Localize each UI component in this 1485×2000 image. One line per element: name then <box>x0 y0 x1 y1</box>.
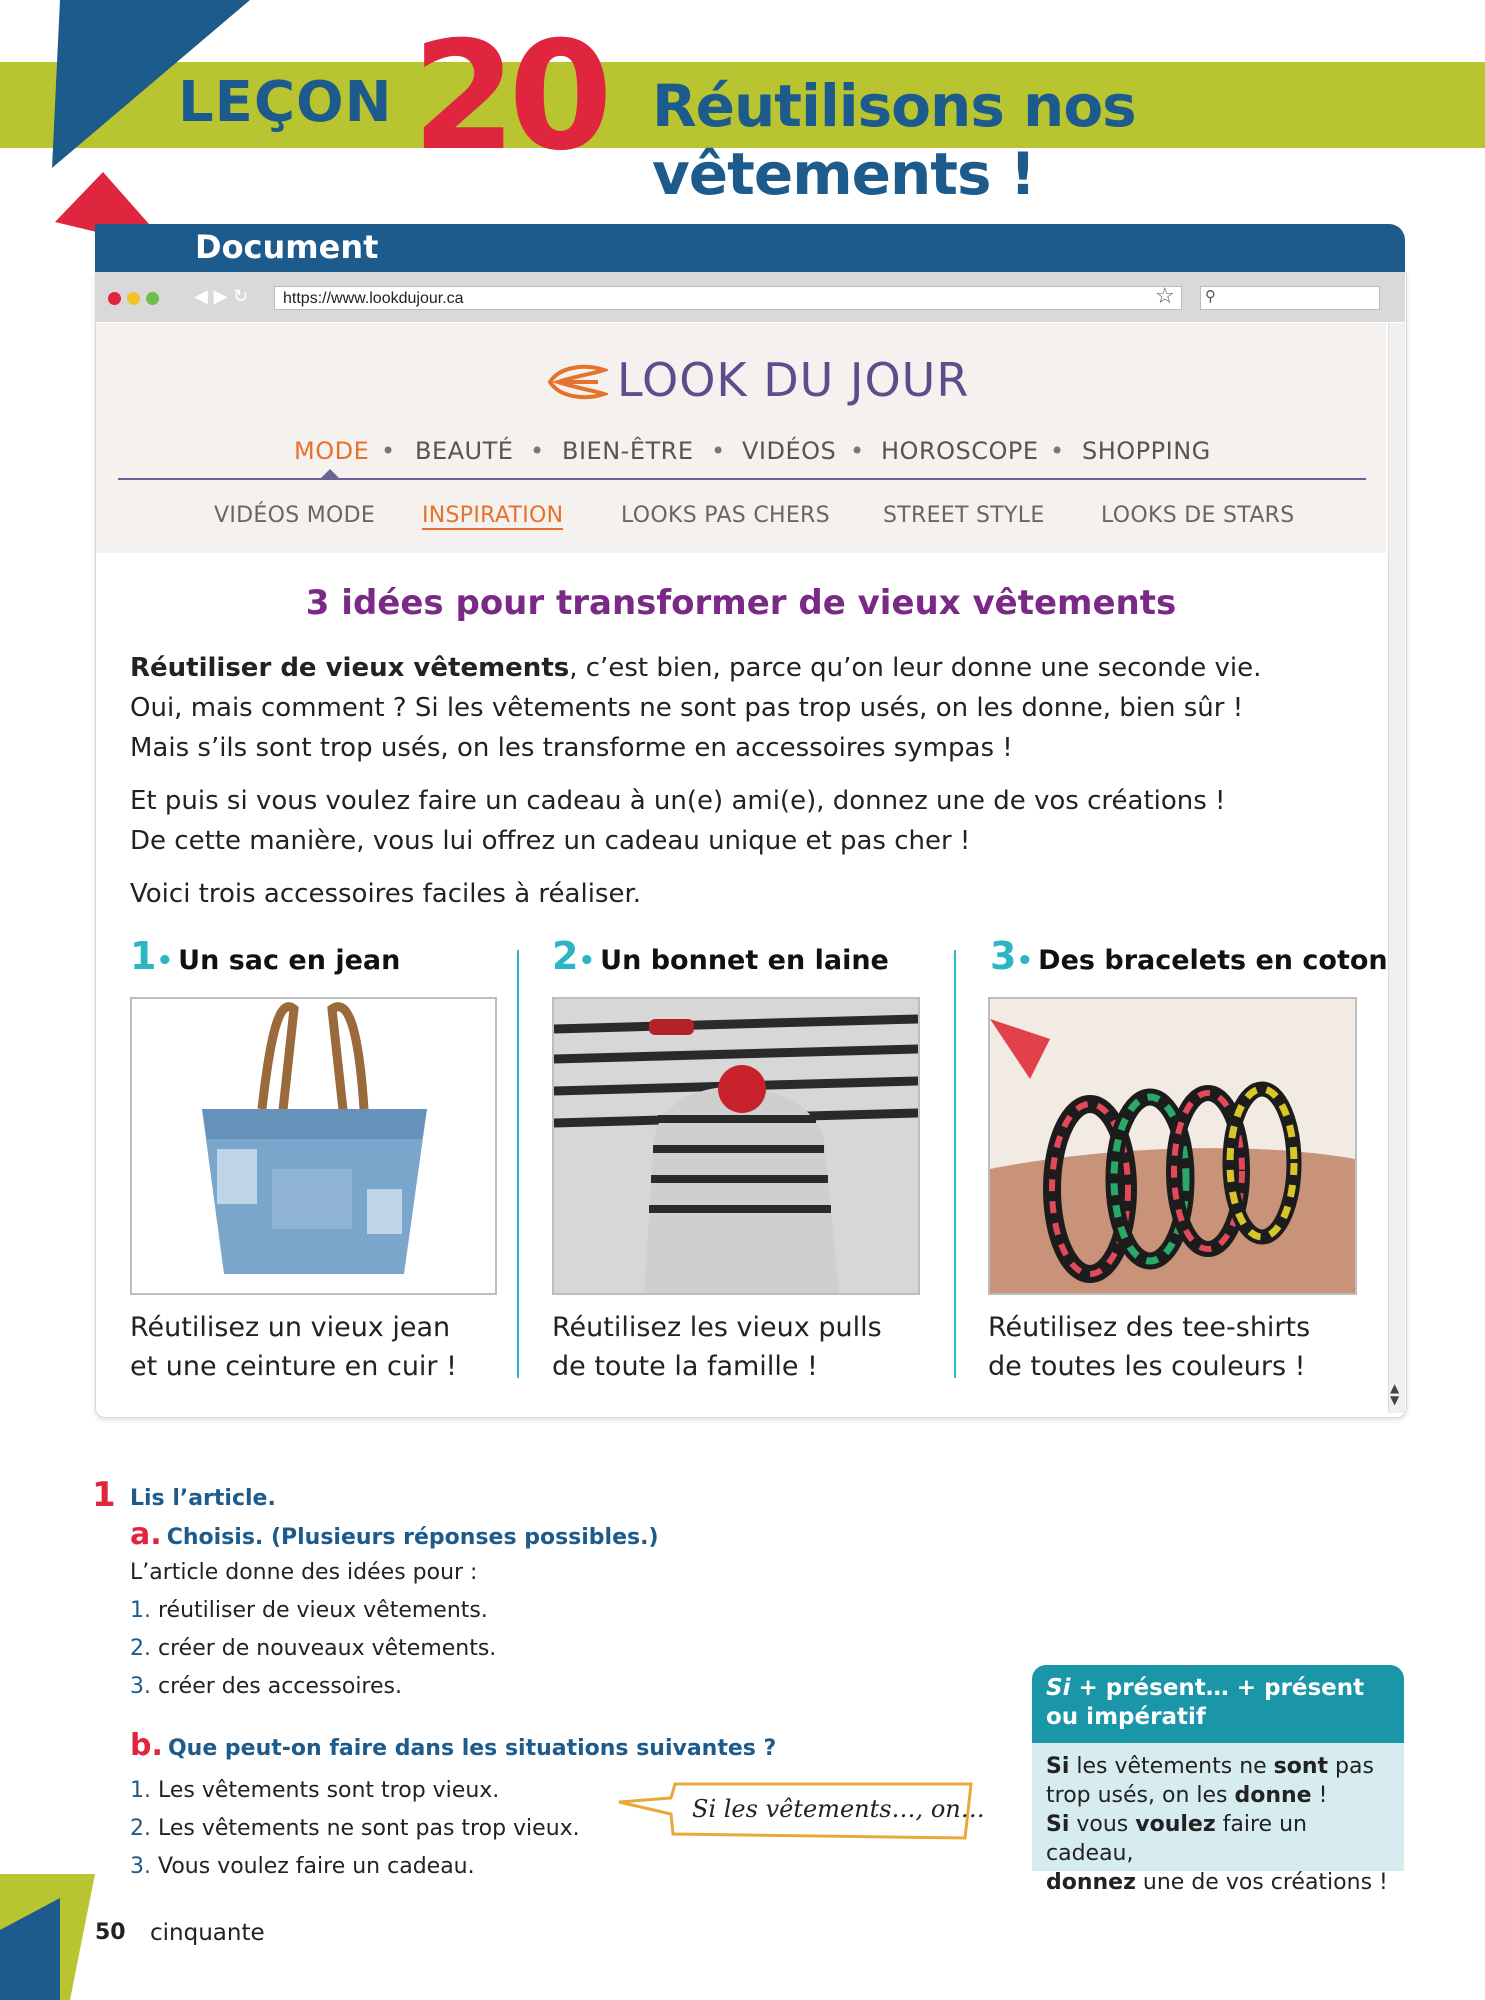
intro-line-3: Mais s’ils sont trop usés, on les transforme en accessoires sympas ! <box>130 733 1013 763</box>
caption-line: Réutilisez des tee-shirts <box>988 1312 1311 1343</box>
list-item <box>130 1816 580 1841</box>
article-paragraph-2 <box>130 781 1370 861</box>
bullet-dot: • <box>156 946 174 976</box>
menu-separator: • <box>381 437 396 465</box>
sub-title: Que peut-on faire dans les situations suivantes ? <box>167 1736 777 1761</box>
browser-search-input[interactable] <box>1200 286 1380 310</box>
menu-item-beaute[interactable]: BEAUTÉ <box>415 437 514 465</box>
submenu-item-inspiration[interactable]: INSPIRATION <box>422 503 564 528</box>
menu-separator: • <box>530 437 545 465</box>
idea-number: 1 <box>130 934 157 978</box>
intro-rest: , c’est bien, parce qu’on leur donne une seconde vie. <box>569 653 1262 683</box>
photo-striped-beanie <box>552 997 920 1295</box>
submenu-item-looks-de-stars[interactable]: LOOKS DE STARS <box>1101 503 1295 528</box>
url-bar[interactable]: https://www.lookdujour.ca <box>274 286 1182 310</box>
lesson-label: LEÇON <box>178 70 393 135</box>
idea-number: 2 <box>552 934 579 978</box>
grammar-title-line <box>1046 1674 1364 1703</box>
exercise-title: Lis l’article. <box>130 1486 276 1511</box>
page-number: 50 <box>95 1920 126 1945</box>
exercise-b-heading <box>130 1728 776 1763</box>
list-number: 1. <box>130 1598 151 1623</box>
grammar-line <box>1046 1810 1398 1868</box>
menu-active-caret <box>321 469 339 478</box>
grammar-line <box>1046 1868 1398 1897</box>
idea-number: 3 <box>990 934 1017 978</box>
list-number: 2. <box>130 1816 151 1841</box>
minimize-window-icon[interactable] <box>127 292 140 305</box>
bullet-dot: • <box>1016 946 1034 976</box>
bookmark-star-icon[interactable]: ☆ <box>1155 284 1175 309</box>
list-text: Vous voulez faire un cadeau. <box>158 1854 475 1879</box>
browser-nav-icons[interactable] <box>194 286 248 307</box>
idea-1-caption <box>130 1308 457 1386</box>
list-item <box>130 1598 488 1623</box>
grammar-plain: trop usés, on les <box>1046 1783 1235 1808</box>
forward-arrow-icon[interactable]: ▶ <box>213 286 228 307</box>
page-title: Réutilisons nos vêtements ! <box>652 72 1136 208</box>
grammar-plain: faire un cadeau, <box>1046 1812 1307 1866</box>
caption-line: Réutilisez les vieux pulls <box>552 1312 882 1343</box>
menu-separator: • <box>711 437 726 465</box>
idea-3-heading <box>990 934 1388 978</box>
grammar-bold: donnez <box>1046 1870 1136 1895</box>
idea-2-heading <box>552 934 889 978</box>
bullet-dot: • <box>578 946 596 976</box>
maximize-window-icon[interactable] <box>146 292 159 305</box>
grammar-box-title <box>1046 1674 1364 1732</box>
menu-underline <box>118 478 1366 480</box>
submenu-item-street-style[interactable]: STREET STYLE <box>883 503 1045 528</box>
para2-line-2: De cette manière, vous lui offrez un cadeau unique et pas cher ! <box>130 826 971 856</box>
scroll-arrows-icon[interactable]: ▲ ▼ <box>1390 1381 1400 1407</box>
list-text: Les vêtements sont trop vieux. <box>158 1778 500 1803</box>
exercise-number: 1 <box>92 1475 116 1515</box>
submenu-item-videos-mode[interactable]: VIDÉOS MODE <box>214 503 376 528</box>
article-paragraph-3: Voici trois accessoires faciles à réaliser. <box>130 879 642 909</box>
search-icon: ⚲ <box>1205 287 1216 305</box>
idea-2-caption <box>552 1308 882 1386</box>
close-window-icon[interactable] <box>108 292 121 305</box>
article-title: 3 idées pour transformer de vieux vêtements <box>305 583 1177 623</box>
grammar-title-line: ou impératif <box>1046 1704 1206 1730</box>
list-number: 1. <box>130 1778 151 1803</box>
idea-title: Des bracelets en coton <box>1038 945 1388 976</box>
caption-line: Réutilisez un vieux jean <box>130 1312 451 1343</box>
submenu-item-looks-pas-chers[interactable]: LOOKS PAS CHERS <box>621 503 830 528</box>
menu-item-shopping[interactable]: SHOPPING <box>1082 437 1211 465</box>
exercise-a-prompt: L’article donne des idées pour : <box>130 1560 478 1585</box>
idea-title: Un sac en jean <box>178 945 401 976</box>
menu-separator: • <box>1050 437 1065 465</box>
list-item <box>130 1854 475 1879</box>
para2-line-1: Et puis si vous voulez faire un cadeau à un(e) ami(e), donnez une de vos créations ! <box>130 786 1226 816</box>
menu-item-bien-etre[interactable]: BIEN-ÊTRE <box>562 437 694 465</box>
grammar-bold: voulez <box>1135 1812 1216 1837</box>
grammar-line <box>1046 1752 1398 1781</box>
sub-title: Choisis. (Plusieurs réponses possibles.) <box>166 1525 659 1550</box>
grammar-title-rest: + présent… + présent <box>1070 1675 1365 1701</box>
column-divider <box>954 950 956 1378</box>
site-name[interactable]: LOOK DU JOUR <box>617 353 970 407</box>
idea-title: Un bonnet en laine <box>600 945 889 976</box>
photo-denim-bag <box>130 997 497 1295</box>
grammar-box-text <box>1046 1752 1398 1897</box>
back-arrow-icon[interactable]: ◀ <box>194 286 208 307</box>
idea-1-heading <box>130 934 400 978</box>
list-text: créer de nouveaux vêtements. <box>158 1636 497 1661</box>
list-text: créer des accessoires. <box>158 1674 402 1699</box>
speech-bubble-text: Si les vêtements…, on… <box>692 1795 985 1823</box>
menu-item-horoscope[interactable]: HOROSCOPE <box>881 437 1039 465</box>
intro-line-2: Oui, mais comment ? Si les vêtements ne sont pas trop usés, on les donne, bien sûr ! <box>130 693 1244 723</box>
footer-triangles <box>0 1870 100 2000</box>
caption-line: et une ceinture en cuir ! <box>130 1351 457 1382</box>
list-item <box>130 1778 499 1803</box>
caption-line: de toutes les couleurs ! <box>988 1351 1306 1382</box>
sub-letter: b. <box>130 1728 163 1763</box>
scrollbar[interactable] <box>1388 323 1405 1413</box>
list-number: 3. <box>130 1674 151 1699</box>
sub-letter: a. <box>130 1517 162 1552</box>
menu-item-mode[interactable]: MODE <box>294 437 370 465</box>
menu-separator: • <box>850 437 865 465</box>
exercise-a-heading <box>130 1517 659 1552</box>
grammar-plain: les vêtements ne <box>1069 1754 1274 1779</box>
grammar-plain: ! <box>1311 1783 1328 1808</box>
site-logo-icon <box>546 360 608 404</box>
grammar-bold: Si <box>1046 1812 1070 1837</box>
grammar-bold: sont <box>1273 1754 1329 1779</box>
list-text: réutiliser de vieux vêtements. <box>158 1598 488 1623</box>
photo-bracelets <box>988 997 1357 1295</box>
document-label: Document <box>195 228 379 266</box>
grammar-line <box>1046 1781 1398 1810</box>
menu-item-videos[interactable]: VIDÉOS <box>742 437 837 465</box>
intro-bold: Réutiliser de vieux vêtements <box>130 653 570 683</box>
list-number: 2. <box>130 1636 151 1661</box>
idea-3-caption <box>988 1308 1310 1386</box>
page-number-word: cinquante <box>150 1920 265 1946</box>
list-number: 3. <box>130 1854 151 1879</box>
caption-line: de toute la famille ! <box>552 1351 818 1382</box>
grammar-bold: donne <box>1234 1783 1312 1808</box>
list-text: Les vêtements ne sont pas trop vieux. <box>158 1816 580 1841</box>
intro-line-1 <box>130 648 1370 688</box>
grammar-plain: pas <box>1328 1754 1374 1779</box>
list-item <box>130 1636 496 1661</box>
list-item <box>130 1674 402 1699</box>
grammar-si: Si <box>1046 1675 1071 1701</box>
reload-icon[interactable]: ↻ <box>233 286 249 307</box>
grammar-plain: vous <box>1069 1812 1136 1837</box>
article-intro <box>130 648 1370 768</box>
lesson-number: 20 <box>412 10 605 184</box>
grammar-plain: une de vos créations ! <box>1135 1870 1388 1895</box>
grammar-bold: Si <box>1046 1754 1070 1779</box>
column-divider <box>517 950 519 1378</box>
